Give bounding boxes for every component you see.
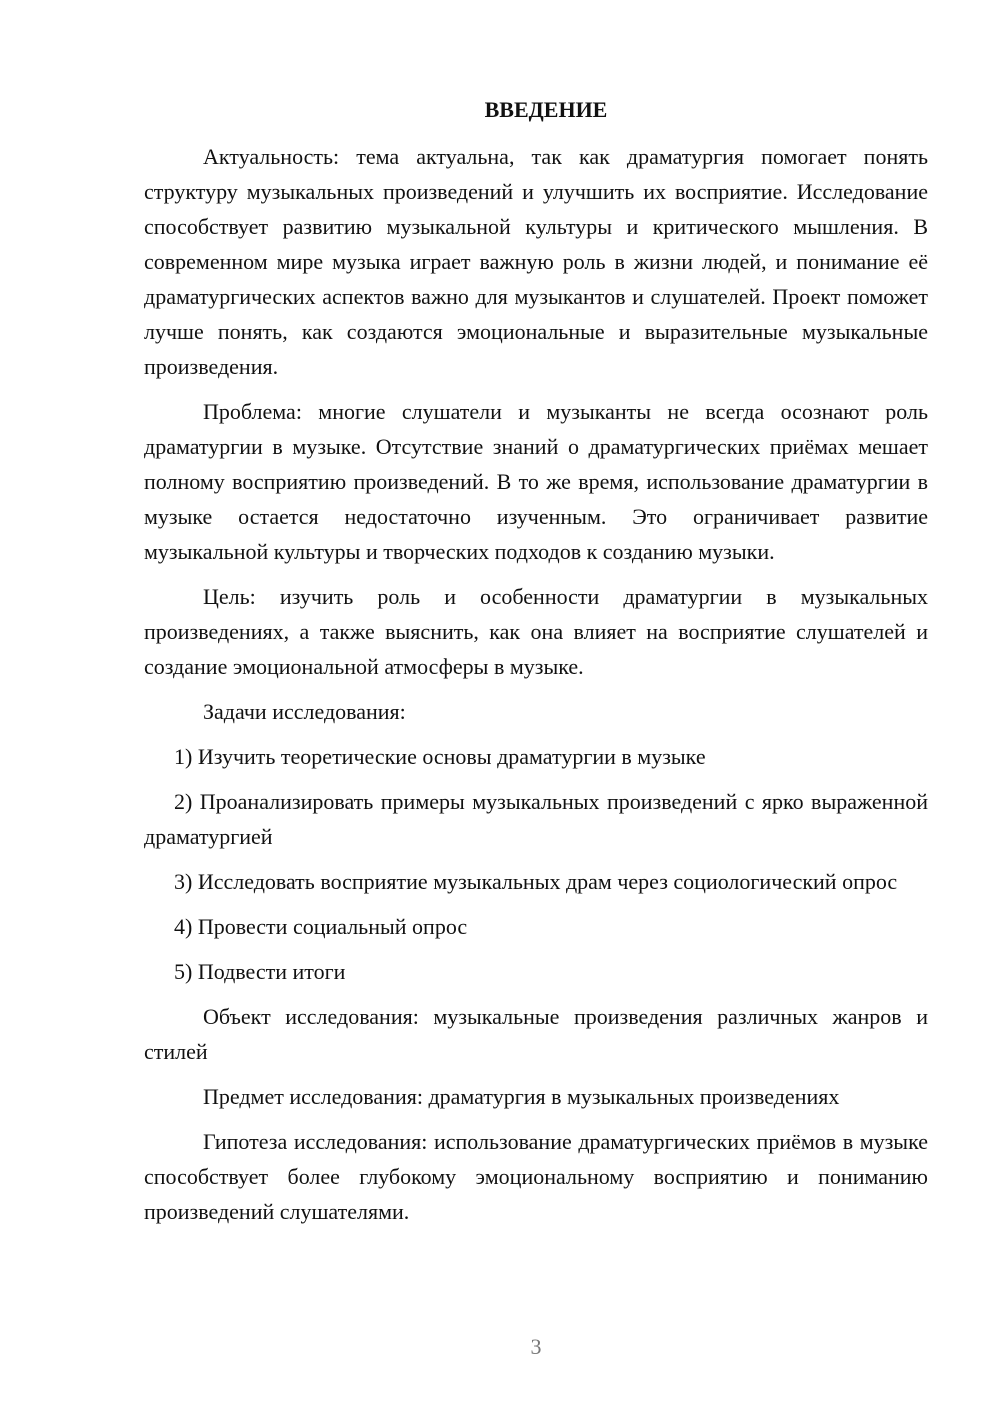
paragraph-subject: Предмет исследования: драматургия в музыкальных произведениях	[203, 1084, 840, 1109]
page-number: 3	[530, 1334, 542, 1359]
paragraph-tasks-heading: Задачи исследования:	[203, 699, 406, 724]
paragraph-problem: Проблема: многие слушатели и музыканты не всегда осознают роль драматургии в музыке. Отсутствие знаний о драматургических приёмах мешает полному восприятию произведений. В то же время, использование драматургии в музыке остается недостаточно изученным. Это ограничивает развитие музыкальной культуры и творческих подходов к созданию музыки.	[144, 399, 928, 564]
page-title: ВВЕДЕНИЕ	[484, 97, 608, 122]
paragraph-hypothesis: Гипотеза исследования: использование драматургических приёмов в музыке способствует более глубокому эмоциональному восприятию и пониманию произведений слушателями.	[144, 1129, 928, 1224]
task-item-1: 1) Изучить теоретические основы драматургии в музыке	[174, 744, 706, 769]
paragraph-object: Объект исследования: музыкальные произведения различных жанров и стилей	[144, 1004, 928, 1064]
page-content	[144, 92, 928, 1239]
paragraph-goal: Цель: изучить роль и особенности драматургии в музыкальных произведениях, а также выяснить, как она влияет на восприятие слушателей и создание эмоциональной атмосферы в музыке.	[144, 584, 928, 679]
task-item-3: 3) Исследовать восприятие музыкальных драм через социологический опрос	[174, 869, 898, 894]
paragraph-relevance: Актуальность: тема актуальна, так как драматургия помогает понять структуру музыкальных произведений и улучшить их восприятие. Исследование способствует развитию музыкальной культуры и критического мышления. В современном мире музыка играет важную роль в жизни людей, и понимание её драматургических аспектов важно для музыкантов и слушателей. Проект поможет лучше понять, как создаются эмоциональные и выразительные музыкальные произведения.	[144, 144, 928, 379]
task-item-5: 5) Подвести итоги	[174, 959, 346, 984]
task-item-4: 4) Провести социальный опрос	[174, 914, 468, 939]
task-item-2: 2) Проанализировать примеры музыкальных произведений с ярко выраженной драматургией	[144, 789, 928, 849]
